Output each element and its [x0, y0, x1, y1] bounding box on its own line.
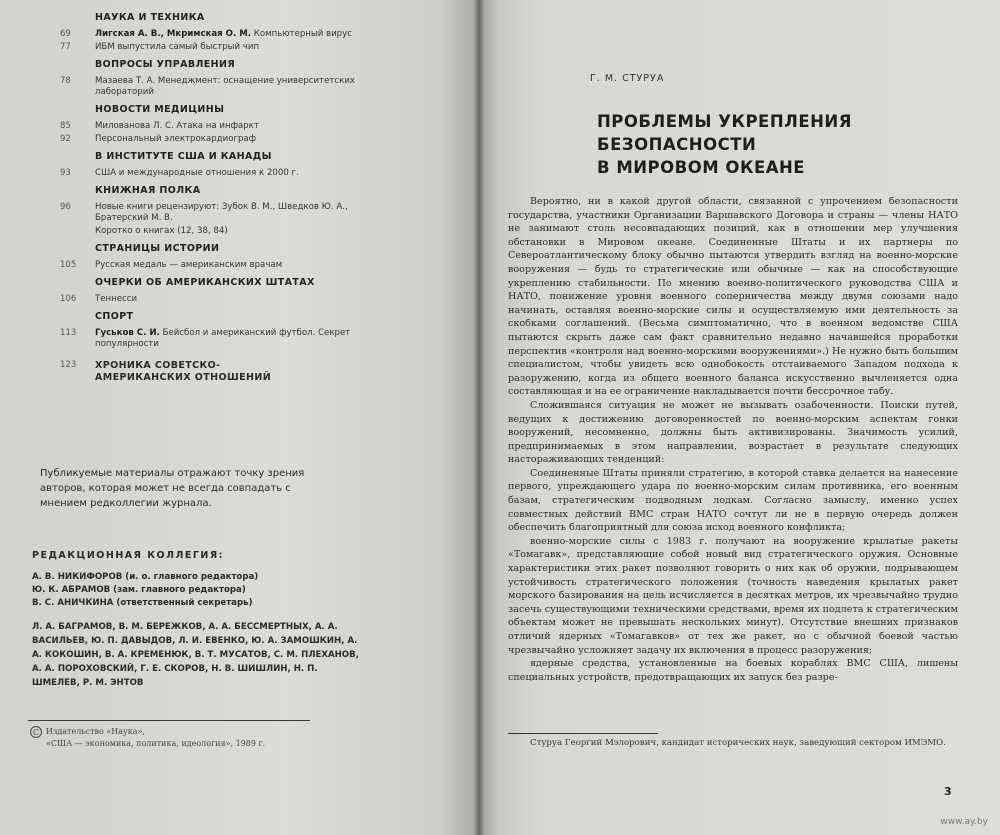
- toc-section-heading: СТРАНИЦЫ ИСТОРИИ: [95, 243, 220, 254]
- article-paragraph: военно-морские силы с 1983 г. получают на вооружение крылатые ракеты «Томагавк», представляющие собой новый вид стратегического оружия. Основные характеристики этих ракет позволяют говорить о них как об оружии, подрывающем устойчивость стратегического положения (точность наведения крылатых ракет морского базирования на цель исчисляется в десятках метров, их чрезвычайно трудно засечь существующими техническими средствами, время их подлета к стратегическим объектам может не превышать нескольких минут). Отсутствие внешних признаков отличий ядерных «Томагавков» от тех же ракет, но с обычной боевой частью чрезвычайно усложняет задачу их включения в процесс разоружения;: [508, 535, 958, 656]
- article-body: [508, 195, 958, 684]
- toc-page-number: 78: [60, 76, 71, 86]
- board-members: Л. А. БАГРАМОВ, В. М. БЕРЕЖКОВ, А. А. БЕССМЕРТНЫХ, А. А. ВАСИЛЬЕВ, Ю. П. ДАВЫДОВ, Л. И. ЕВЕНКО, Ю. А. ЗАМОШКИН, А. А. КОКОШИН, В. А. КРЕМЕНЮК, В. Т. МУСАТОВ, С. М. ПЛЕХАНОВ, А. А. ПОРОХОВСКИЙ, Г. Е. СКОРОВ, Н. В. ШИШЛИН, Н. П. ШМЕЛЕВ, Р. М. ЭНТОВ: [32, 622, 359, 688]
- board-leader: В. С. АНИЧКИНА (ответственный секретарь): [32, 598, 253, 608]
- toc-entry: [40, 260, 360, 271]
- toc-entry-author: Лигская А. В., Мкримская О. М.: [95, 29, 252, 39]
- toc-section-heading: КНИЖНАЯ ПОЛКА: [95, 185, 201, 196]
- toc-entry-title: США и международные отношения к 2000 г.: [95, 168, 299, 178]
- toc-entry: [40, 168, 360, 179]
- article-title-line: В МИРОВОМ ОКЕАНЕ: [597, 158, 806, 177]
- article-title: [597, 110, 877, 179]
- divider: [28, 720, 310, 721]
- toc-entry-title: Персональный электрокардиограф: [95, 134, 257, 144]
- toc-page-number: 106: [60, 294, 77, 304]
- page-number: 3: [944, 785, 952, 798]
- book-gutter: [474, 0, 484, 835]
- editorial-board: [32, 550, 362, 690]
- toc-entry-text: [95, 294, 360, 305]
- toc-entry-title: Мазаева Т. А. Менеджмент: оснащение университетских лабораторий: [95, 76, 355, 97]
- toc-entry-text: [95, 134, 360, 145]
- toc-entry-text: [95, 260, 360, 271]
- toc-entry-text: [95, 202, 360, 224]
- toc-entry-author: Гуськов С. И.: [95, 328, 160, 338]
- toc-entry-text: [95, 29, 360, 40]
- toc-entry-title: Компьютерный вирус: [253, 29, 352, 39]
- toc-entry: [40, 294, 360, 305]
- watermark: www.ay.by: [940, 817, 988, 827]
- article-paragraph: Сложившаяся ситуация не может не вызывать озабоченности. Поиски путей, ведущих к достижению договоренностей по военно-морским аспектам гонки вооружений, несомненно, должны быть активизированы. Значимость усилий, предпринимаемых в этом направлении, возрастает в результате следующих настораживающих тенденций:: [508, 399, 958, 466]
- toc-entry-title: Русская медаль — американским врачам: [95, 260, 283, 270]
- toc-entry-title: ИБМ выпустила самый быстрый чип: [95, 42, 260, 52]
- board-heading: РЕДАКЦИОННАЯ КОЛЛЕГИЯ:: [32, 550, 224, 561]
- toc-entry-text: [95, 121, 360, 132]
- toc-entry-text: [95, 42, 360, 53]
- toc-entry: [40, 121, 360, 132]
- toc-section-heading: СПОРТ: [95, 311, 134, 322]
- toc-entry: [40, 76, 360, 98]
- toc-page-number: 92: [60, 134, 71, 144]
- toc-section-heading: ХРОНИКА СОВЕТСКО-АМЕРИКАНСКИХ ОТНОШЕНИЙ: [95, 360, 272, 383]
- toc-page-number: 93: [60, 168, 71, 178]
- toc-section-heading: НАУКА И ТЕХНИКА: [95, 12, 205, 23]
- article-paragraph: Соединенные Штаты приняли стратегию, в которой ставка делается на нанесение первого, упреждающего удара по военно-морским силам противника, его военным базам, стратегическим подводным лодкам. Согласно замыслу, именно успех совместных действий ВМС стран НАТО сочтут ли не в первую очередь должен обеспечить благоприятный для союза исход военного конфликта;: [508, 467, 958, 534]
- board-leader: Ю. К. АБРАМОВ (зам. главного редактора): [32, 585, 246, 595]
- toc-page-number: 105: [60, 260, 77, 270]
- toc-page-number: 77: [60, 42, 71, 52]
- table-of-contents: [40, 6, 360, 384]
- toc-page-number: 69: [60, 29, 71, 39]
- toc-entry-title: Теннесси: [95, 294, 138, 304]
- toc-entry: [40, 328, 360, 350]
- toc-entry-title: Бейсбол и американский футбол. Секрет популярности: [95, 328, 351, 349]
- editorial-notice: Публикуемые материалы отражают точку зрения авторов, которая может не всегда совпадать с мнением редколлегии журнала.: [40, 468, 305, 509]
- article-author: Г. М. СТУРУА: [590, 73, 665, 84]
- article-paragraph: Вероятно, ни в какой другой области, связанной с упрочением безопасности государства, участники Организации Варшавского Договора и страны — члены НАТО не занимают столь несовпадающих позиций, как в отношении мер улучшения обстановки в Мировом океане. Соединенные Штаты и их партнеры по Североатлантическому блоку обычно пытаются утвердить взгляд на военно-морские вооружения — будь то стратегические или обычные — как на способствующие укреплению стабильности. По мнению военно-политического руководства США и НАТО, понижение уровня военного соперничества между двумя союзами надо начинать, оставляя военно-морские силы и осуществляемую ими деятельность за скобками соглашений. (Весьма симптоматично, что в военном ведомстве США пытаются скрыть даже сам факт сравнительно недавно начавшейся проработки перспектив «контроля над военно-морскими вооружениями».) Не нужно быть большим специалистом, чтобы увидеть всю однобокость отстаиваемого Западом подхода к разоружению, когда из общего военного баланса искусственно вычленяется одна составляющая и на ее ограничение накладывается почти бессрочное табу.: [508, 196, 958, 398]
- toc-page-number: 96: [60, 202, 71, 212]
- copyright: [30, 726, 330, 750]
- footnote-divider: [508, 733, 658, 734]
- toc-section-heading: НОВОСТИ МЕДИЦИНЫ: [95, 104, 225, 115]
- footnote: Стуруа Георгий Мэлорович, кандидат исторических наук, заведующий сектором ИМЭМО.: [530, 738, 946, 748]
- toc-section-heading: ВОПРОСЫ УПРАВЛЕНИЯ: [95, 59, 236, 70]
- toc-entry: [40, 29, 360, 40]
- article-title-line: ПРОБЛЕМЫ УКРЕПЛЕНИЯ: [597, 112, 852, 131]
- toc-entry-text: [95, 76, 360, 98]
- toc-page-number: 85: [60, 121, 71, 131]
- toc-entry-text: [95, 168, 360, 179]
- copyright-icon: C: [30, 726, 42, 738]
- toc-chronicle: [40, 360, 360, 384]
- toc-section-heading: ОЧЕРКИ ОБ АМЕРИКАНСКИХ ШТАТАХ: [95, 277, 315, 288]
- toc-entry: [40, 134, 360, 145]
- article-paragraph: ядерные средства, установленные на боевых кораблях ВМС США, лишены специальных устройств, предотвращающих их запуск без разре-: [508, 658, 958, 683]
- toc-entry-title: Новые книги рецензируют: Зубок В. М., Шведков Ю. А., Братерский М. В.: [95, 202, 348, 223]
- toc-entry-title: Милованова Л. С. Атака на инфаркт: [95, 121, 259, 131]
- copyright-line: Издательство «Наука»,: [46, 727, 145, 736]
- toc-entry: [40, 42, 360, 53]
- board-leader: А. В. НИКИФОРОВ (и. о. главного редактора): [32, 572, 259, 582]
- toc-entry-title: Коротко о книгах (12, 38, 84): [95, 226, 228, 236]
- toc-page-number: 123: [60, 360, 77, 370]
- toc-entry-text: [95, 328, 360, 350]
- toc-page-number: 113: [60, 328, 77, 338]
- toc-entry: [40, 226, 360, 237]
- left-page: [0, 0, 478, 835]
- toc-section-heading: В ИНСТИТУТЕ США И КАНАДЫ: [95, 151, 272, 162]
- copyright-line: «США — экономика, политика, идеология», 1989 г.: [46, 739, 266, 748]
- toc-entry-text: [95, 226, 360, 237]
- article-title-line: БЕЗОПАСНОСТИ: [597, 135, 757, 154]
- toc-entry: [40, 202, 360, 224]
- toc-page-number: [40, 226, 95, 237]
